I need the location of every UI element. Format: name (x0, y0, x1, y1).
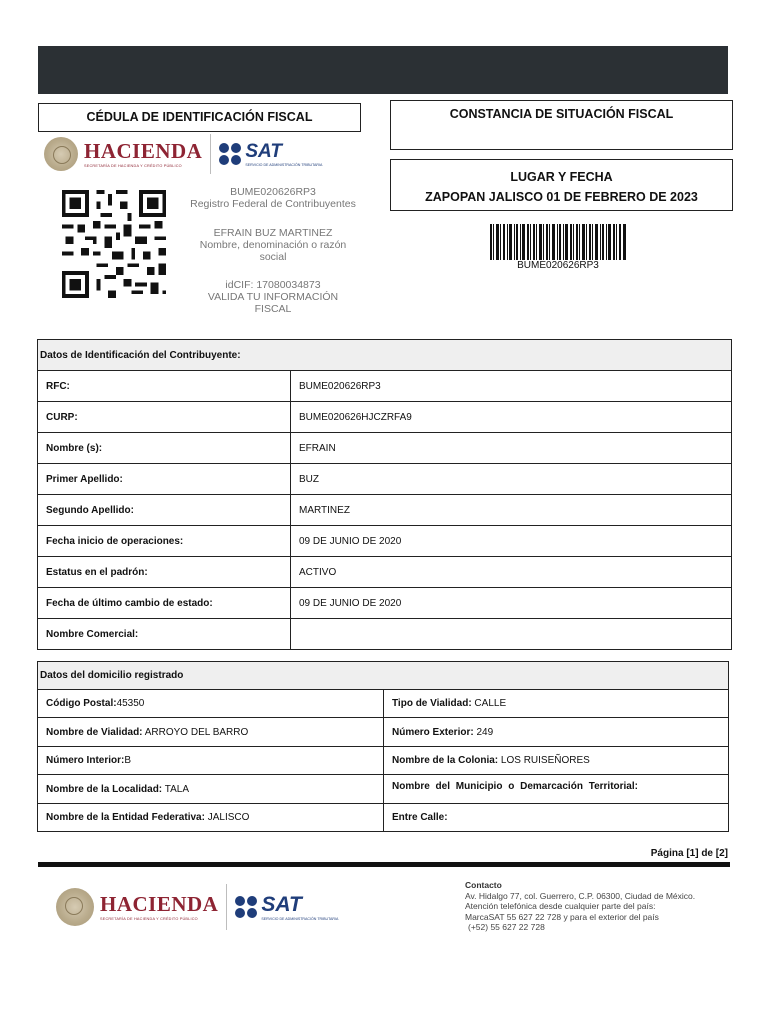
row-label: Fecha inicio de operaciones: (38, 526, 291, 557)
table-row (38, 619, 732, 650)
contact-title: Contacto (465, 880, 502, 890)
tipo-value: CALLE (471, 698, 507, 709)
row-label: Estatus en el padrón: (38, 557, 291, 588)
row-value: MARTINEZ (291, 495, 732, 526)
identificacion-title: Datos de Identificación del Contribuyente: (38, 340, 732, 371)
name-value: EFRAIN BUZ MARTINEZ (213, 227, 333, 239)
rfc-caption: Registro Federal de Contribuyentes (190, 198, 356, 210)
cp-value: 45350 (116, 698, 145, 709)
identificacion-table (37, 339, 732, 650)
row-value: EFRAIN (291, 433, 732, 464)
exterior-label: Número Exterior: (392, 726, 474, 738)
hacienda-logo (100, 891, 219, 921)
exterior-value: 249 (473, 726, 494, 738)
row-value: ACTIVO (291, 557, 732, 588)
table-row (38, 495, 732, 526)
contact-block (465, 880, 735, 933)
table-row (38, 557, 732, 588)
contact-phone-note: Atención telefónica desde cualquier parte del país: (465, 901, 656, 911)
qr-code (58, 186, 170, 302)
table-row (38, 588, 732, 619)
localidad-cell (38, 775, 384, 804)
hacienda-subtitle: SECRETARÍA DE HACIENDA Y CRÉDITO PÚBLICO (100, 916, 198, 921)
contact-phone-national: MarcaSAT 55 627 22 728 y para el exterior del país (465, 911, 659, 922)
footer-divider (38, 862, 730, 867)
municipio-label: Nombre del Municipio o Demarcación Territorial: (392, 781, 638, 792)
interior-cell (38, 747, 384, 775)
domicilio-title: Datos del domicilio registrado (38, 662, 729, 690)
table-row (38, 718, 729, 747)
row-value: BUME020626HJCZRFA9 (291, 402, 732, 433)
row-label: RFC: (38, 371, 291, 402)
logos-footer (56, 884, 386, 930)
cp-cell (38, 690, 384, 718)
hacienda-wordmark: HACIENDA (100, 891, 219, 916)
page-indicator: Página [1] de [2] (650, 848, 728, 859)
idcif-value: idCIF: 17080034873 (225, 279, 321, 291)
table-row (38, 526, 732, 557)
sat-logo (235, 894, 338, 921)
entidad-value: JALISCO (204, 812, 250, 823)
table-row (38, 690, 729, 718)
row-value: BUZ (291, 464, 732, 495)
constancia-title: CONSTANCIA DE SITUACIÓN FISCAL (390, 100, 733, 150)
table-row (38, 747, 729, 775)
rfc-block (190, 186, 356, 210)
entidad-cell (38, 804, 384, 832)
cp-label: Código Postal: (46, 698, 117, 709)
localidad-value: TALA (162, 783, 190, 795)
cedula-title: CÉDULA DE IDENTIFICACIÓN FISCAL (38, 103, 361, 132)
contact-phone-intl: (+52) 55 627 22 728 (468, 922, 545, 932)
table-row (38, 804, 729, 832)
barcode-label: BUME020626RP3 (517, 260, 599, 271)
row-label: CURP: (38, 402, 291, 433)
contact-address: Av. Hidalgo 77, col. Guerrero, C.P. 06300, Ciudad de México. (465, 890, 696, 901)
table-row (38, 402, 732, 433)
hacienda-seal-icon (44, 137, 78, 171)
sat-subtitle: SERVICIO DE ADMINISTRACIÓN TRIBUTARIA (245, 162, 323, 167)
vialidad-cell (38, 718, 384, 747)
sat-dots-icon (219, 143, 241, 165)
lugar-title: LUGAR Y FECHA (510, 170, 613, 184)
sat-wordmark: SAT (245, 140, 282, 162)
tipo-label: Tipo de Vialidad: (392, 698, 472, 709)
hacienda-wordmark: HACIENDA (84, 138, 203, 163)
lugar-fecha-box (390, 159, 733, 211)
lugar-value: ZAPOPAN JALISCO 01 DE FEBRERO DE 2023 (425, 190, 698, 204)
name-caption: Nombre, denominación o razón social (199, 239, 347, 263)
domicilio-table (37, 661, 729, 832)
colonia-value: LOS RUISEÑORES (498, 755, 590, 766)
colonia-label: Nombre de la Colonia: (392, 755, 499, 766)
row-label: Segundo Apellido: (38, 495, 291, 526)
top-banner (38, 46, 728, 94)
sat-logo (219, 142, 322, 167)
table-row (38, 371, 732, 402)
sat-subtitle: SERVICIO DE ADMINISTRACIÓN TRIBUTARIA (261, 916, 339, 921)
barcode (488, 224, 628, 260)
row-value: 09 DE JUNIO DE 2020 (291, 526, 732, 557)
hacienda-seal-icon (56, 888, 94, 926)
logo-separator (210, 134, 211, 174)
municipio-cell (384, 775, 729, 804)
hacienda-subtitle: SECRETARÍA DE HACIENDA Y CRÉDITO PÚBLICO (84, 163, 182, 168)
identificacion-section (37, 339, 732, 650)
domicilio-section (37, 661, 729, 832)
row-value: BUME020626RP3 (291, 371, 732, 402)
table-row (38, 433, 732, 464)
vialidad-label: Nombre de Vialidad: (46, 726, 143, 738)
row-value (291, 619, 732, 650)
valida-info-link[interactable]: VALIDA TU INFORMACIÓN FISCAL (207, 291, 339, 315)
name-block (190, 227, 356, 263)
entre-label: Entre Calle: (392, 812, 448, 823)
tipo-cell (384, 690, 729, 718)
rfc-value: BUME020626RP3 (230, 186, 316, 198)
logos-header (44, 134, 356, 174)
entidad-label: Nombre de la Entidad Federativa: (46, 812, 205, 823)
vialidad-value: ARROYO DEL BARRO (142, 726, 249, 738)
localidad-label: Nombre de la Localidad: (46, 783, 163, 795)
colonia-cell (384, 747, 729, 775)
row-label: Fecha de último cambio de estado: (38, 588, 291, 619)
table-row (38, 775, 729, 804)
hacienda-logo (84, 138, 203, 168)
entre-cell (384, 804, 729, 832)
table-row (38, 464, 732, 495)
interior-label: Número Interior: (46, 755, 125, 766)
idcif-block (190, 279, 356, 315)
row-label: Nombre (s): (38, 433, 291, 464)
interior-value: B (124, 755, 132, 766)
sat-wordmark: SAT (261, 892, 302, 916)
row-value: 09 DE JUNIO DE 2020 (291, 588, 732, 619)
logo-separator (226, 884, 227, 930)
row-label: Primer Apellido: (38, 464, 291, 495)
sat-dots-icon (235, 896, 257, 918)
row-label: Nombre Comercial: (38, 619, 291, 650)
exterior-cell (384, 718, 729, 747)
